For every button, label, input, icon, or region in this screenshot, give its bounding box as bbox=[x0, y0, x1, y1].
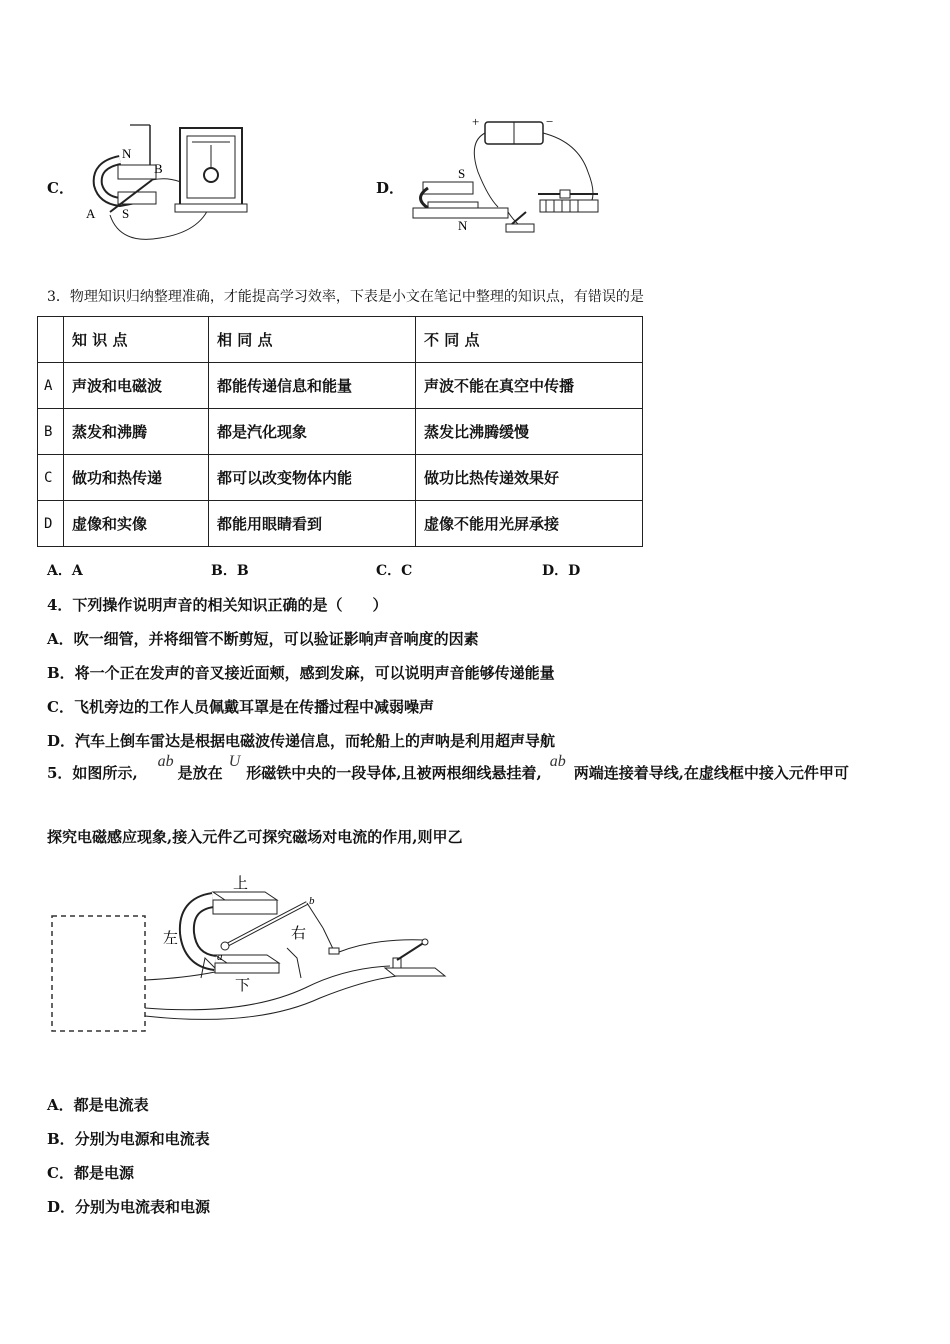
knowledge-table bbox=[37, 316, 643, 547]
q4-stem: 4．下列操作说明声音的相关知识正确的是（ ） bbox=[47, 596, 388, 614]
table-cell: 蒸发和沸腾 bbox=[64, 409, 209, 455]
label-b: b bbox=[309, 895, 315, 907]
table-header-cell: 不 同 点 bbox=[416, 317, 643, 363]
label-a: A bbox=[86, 206, 96, 221]
table-row bbox=[38, 409, 643, 455]
label-plus: + bbox=[472, 114, 480, 129]
q3-stem: 3．物理知识归纳整理准确，才能提高学习效率，下表是小文在笔记中整理的知识点，有错误的是 bbox=[47, 289, 644, 305]
table-cell: C bbox=[38, 455, 64, 501]
table-cell: D bbox=[38, 501, 64, 547]
q5-stem-pre: 5．如图所示, bbox=[47, 764, 138, 782]
var-ab: ab bbox=[157, 753, 174, 770]
table-cell: 都能用眼睛看到 bbox=[209, 501, 416, 547]
table-cell: 虚像不能用光屏承接 bbox=[416, 501, 643, 547]
label-down: 下 bbox=[235, 978, 251, 994]
q5-stem-mid1: 是放在 bbox=[177, 764, 223, 782]
table-cell: 都能传递信息和能量 bbox=[209, 363, 416, 409]
table-cell: 虚像和实像 bbox=[64, 501, 209, 547]
q5-stem-line1 bbox=[47, 753, 927, 783]
table-cell: 蒸发比沸腾缓慢 bbox=[416, 409, 643, 455]
table-cell: 做功比热传递效果好 bbox=[416, 455, 643, 501]
q4-option-b: B．将一个正在发声的音叉接近面颊，感到发麻，可以说明声音能够传递能量 bbox=[47, 664, 555, 682]
table-header-row bbox=[38, 317, 643, 363]
q5-stem-line2: 探究电磁感应现象,接入元件乙可探究磁场对电流的作用,则甲乙 bbox=[47, 828, 463, 846]
q5-option-c: C．都是电源 bbox=[47, 1164, 134, 1182]
table-cell: 做功和热传递 bbox=[64, 455, 209, 501]
label-s: S bbox=[458, 166, 466, 181]
label-right: 右 bbox=[291, 926, 307, 942]
option-c-label: C． bbox=[47, 179, 74, 197]
table-cell: 都可以改变物体内能 bbox=[209, 455, 416, 501]
table-cell: A bbox=[38, 363, 64, 409]
figure-d-battery-motor-setup bbox=[408, 112, 608, 242]
label-a: a bbox=[217, 951, 223, 963]
q3-option-d: D．D bbox=[542, 563, 581, 579]
option-d-label: D． bbox=[376, 179, 405, 197]
q3-option-c: C．C bbox=[376, 563, 413, 579]
table-row bbox=[38, 501, 643, 547]
q3-option-b: B．B bbox=[211, 563, 249, 579]
q3-option-a: A．A bbox=[47, 563, 83, 579]
label-up: 上 bbox=[233, 876, 249, 892]
label-left: 左 bbox=[163, 931, 179, 947]
figure-q5-magnet-circuit bbox=[45, 868, 445, 1038]
var-ab: ab bbox=[549, 753, 566, 770]
q5-stem-mid2: 形磁铁中央的一段导体,且被两根细线悬挂着, bbox=[246, 764, 542, 782]
var-u: U bbox=[228, 753, 241, 770]
figure-c-galvanometer-setup bbox=[80, 120, 250, 250]
table-cell: 声波不能在真空中传播 bbox=[416, 363, 643, 409]
table-cell: 都是汽化现象 bbox=[209, 409, 416, 455]
q4-option-a: A．吹一细管，并将细管不断剪短，可以验证影响声音响度的因素 bbox=[47, 630, 479, 648]
q5-option-b: B．分别为电源和电流表 bbox=[47, 1130, 210, 1148]
q4-option-c: C．飞机旁边的工作人员佩戴耳罩是在传播过程中减弱噪声 bbox=[47, 698, 434, 716]
table-header-cell: 知 识 点 bbox=[64, 317, 209, 363]
label-n: N bbox=[458, 218, 468, 233]
q5-option-a: A．都是电流表 bbox=[47, 1096, 149, 1114]
label-s: S bbox=[122, 206, 130, 221]
table-header-cell: 相 同 点 bbox=[209, 317, 416, 363]
table-row bbox=[38, 455, 643, 501]
label-b: B bbox=[154, 161, 163, 176]
q5-stem-mid3: 两端连接着导线,在虚线框中接入元件甲可 bbox=[573, 764, 849, 782]
label-minus: − bbox=[546, 114, 554, 129]
table-cell: 声波和电磁波 bbox=[64, 363, 209, 409]
label-n: N bbox=[122, 146, 132, 161]
table-cell: B bbox=[38, 409, 64, 455]
table-row bbox=[38, 363, 643, 409]
q5-option-d: D．分别为电流表和电源 bbox=[47, 1198, 211, 1216]
table-header-cell bbox=[38, 317, 64, 363]
q4-option-d: D．汽车上倒车雷达是根据电磁波传递信息，而轮船上的声呐是利用超声导航 bbox=[47, 732, 556, 750]
